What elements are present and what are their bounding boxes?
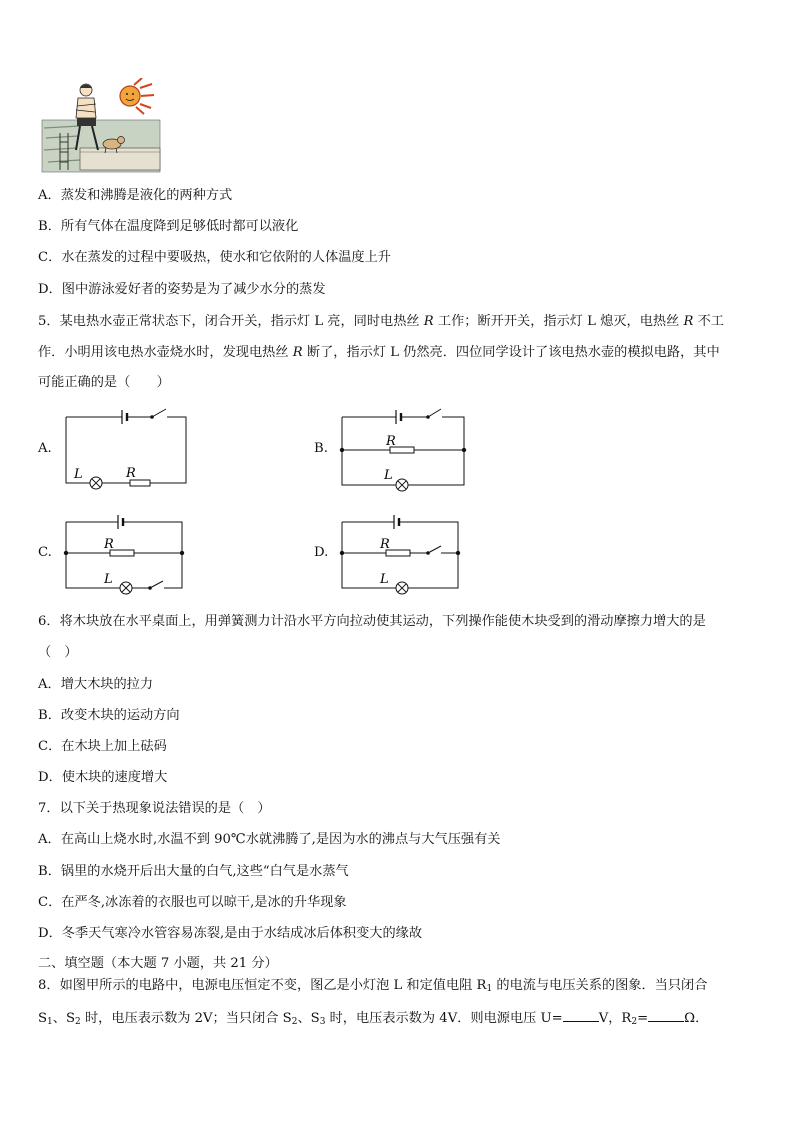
answer-blank-resistance[interactable] bbox=[648, 1009, 684, 1022]
q5-stem-line1 bbox=[38, 313, 724, 331]
q5-text: 工作；断开开关，指示灯 L 熄灭，电热丝 bbox=[433, 314, 684, 329]
q6-stem-line1: 6．将木块放在水平桌面上，用弹簧测力计沿水平方向拉动使其运动，下列操作能使木块受到的滑动摩擦力增大的是 bbox=[38, 614, 706, 629]
resistor-label: R bbox=[104, 537, 114, 552]
q7-option-d: D．冬季天气寒冷水管容易冻裂,是由于水结成冰后体积变大的缘故 bbox=[38, 926, 423, 941]
resistor-symbol: R bbox=[683, 314, 694, 329]
lamp-label: L bbox=[384, 468, 393, 483]
q5-stem-line3: 可能正确的是（ ） bbox=[38, 375, 170, 390]
q7-option-b: B．锅里的水烧开后出大量的白气,这些“白气是水蒸气 bbox=[38, 864, 349, 879]
subscript: 1 bbox=[486, 984, 493, 994]
subscript: 2 bbox=[291, 1017, 298, 1027]
q7-option-a: A．在高山上烧水时,水温不到 90℃水就沸腾了,是因为水的沸点与大气压强有关 bbox=[38, 832, 501, 847]
circuit-diagram-a bbox=[62, 405, 192, 490]
circuit-label-a: A. bbox=[38, 441, 52, 456]
subscript: 1 bbox=[47, 1017, 53, 1027]
q6-option-c: C．在木块上加上砝码 bbox=[38, 739, 167, 754]
q8-text: 、S bbox=[297, 1011, 320, 1026]
resistor-label: R bbox=[386, 434, 396, 449]
subscript: 2 bbox=[631, 1017, 638, 1027]
section-heading-fill-in: 二、填空题（本大题 7 小题，共 21 分） bbox=[38, 956, 278, 971]
lamp-label: L bbox=[380, 572, 389, 587]
q4-option-b: B．所有气体在温度降到足够低时都可以液化 bbox=[38, 219, 299, 234]
q4-option-a: A．蒸发和沸腾是液化的两种方式 bbox=[38, 188, 233, 203]
resistor-label: R bbox=[380, 537, 390, 552]
q8-text: 的电流与电压关系的图象．当只闭合 bbox=[492, 978, 708, 993]
resistor-symbol: R bbox=[423, 314, 434, 329]
subscript: 2 bbox=[75, 1017, 81, 1027]
circuit-label-c: C. bbox=[38, 545, 52, 560]
q8-stem-line1 bbox=[38, 977, 707, 998]
q6-option-d: D．使木块的速度增大 bbox=[38, 770, 168, 785]
q8-text: = bbox=[637, 1011, 649, 1026]
answer-blank-voltage[interactable] bbox=[563, 1009, 599, 1022]
circuit-label-d: D. bbox=[314, 545, 329, 560]
resistor-label: R bbox=[126, 466, 136, 481]
q6-stem-line2: （ ） bbox=[38, 645, 78, 660]
q8-text: S bbox=[38, 1011, 48, 1026]
lamp-label: L bbox=[74, 467, 83, 482]
lamp-label: L bbox=[104, 572, 113, 587]
q8-stem-line2 bbox=[38, 1009, 708, 1031]
swimmer-illustration bbox=[40, 78, 162, 173]
q5-text: 不工 bbox=[693, 314, 724, 329]
subscript: 3 bbox=[319, 1017, 326, 1027]
circuit-label-b: B. bbox=[314, 441, 328, 456]
q6-option-b: B．改变木块的运动方向 bbox=[38, 708, 180, 723]
q7-stem: 7．以下关于热现象说法错误的是（ ） bbox=[38, 801, 271, 816]
q4-option-d: D．图中游泳爱好者的姿势是为了减少水分的蒸发 bbox=[38, 282, 326, 297]
circuit-diagram-c bbox=[62, 510, 192, 595]
q8-text: Ω． bbox=[684, 1011, 709, 1026]
resistor-symbol: R bbox=[292, 345, 303, 360]
q8-text: 、S bbox=[52, 1011, 76, 1026]
q4-option-c: C．水在蒸发的过程中要吸热，使水和它依附的人体温度上升 bbox=[38, 250, 391, 265]
q5-stem-line2 bbox=[38, 344, 720, 362]
circuit-diagram-d bbox=[338, 510, 468, 595]
q5-text: 作．小明用该电热水壶烧水时，发现电热丝 bbox=[38, 345, 293, 360]
q5-text: 5．某电热水壶正常状态下，闭合开关，指示灯 L 亮，同时电热丝 bbox=[38, 314, 424, 329]
q5-text: 断了，指示灯 L 仍然亮．四位同学设计了该电热水壶的模拟电路，其中 bbox=[302, 345, 720, 360]
q8-text: 时，电压表示数为 2V；当只闭合 S bbox=[80, 1011, 292, 1026]
q8-text: 8．如图甲所示的电路中，电源电压恒定不变，图乙是小灯泡 L 和定值电阻 R bbox=[38, 978, 487, 993]
q8-text: V，R bbox=[598, 1011, 632, 1026]
q7-option-c: C．在严冬,冰冻着的衣服也可以晾干,是冰的升华现象 bbox=[38, 895, 347, 910]
q6-option-a: A．增大木块的拉力 bbox=[38, 677, 154, 692]
q8-text: 时，电压表示数为 4V．则电源电压 U= bbox=[325, 1011, 563, 1026]
circuit-diagram-b bbox=[338, 405, 473, 495]
